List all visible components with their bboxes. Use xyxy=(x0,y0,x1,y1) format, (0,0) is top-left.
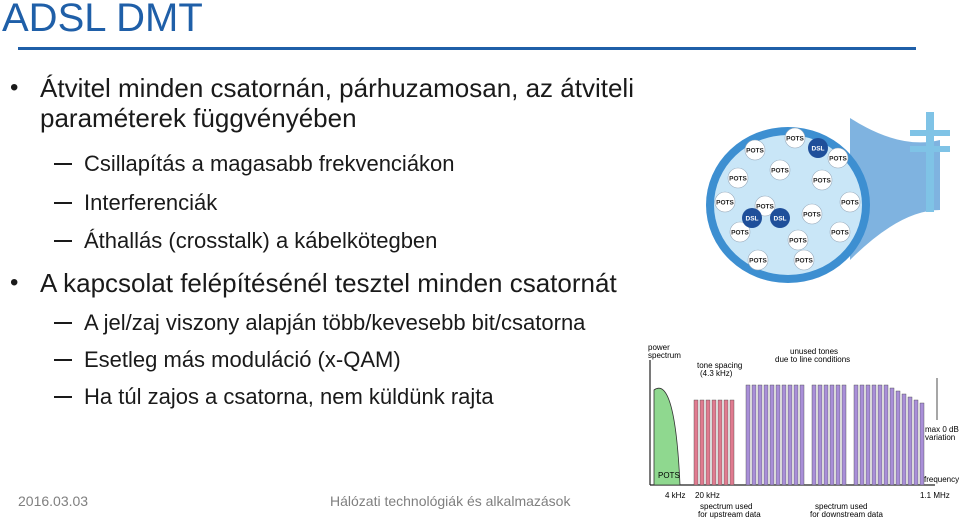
tone-spacing-label-2: (4.3 kHz) xyxy=(700,369,733,378)
footer-date: 2016.03.03 xyxy=(18,493,89,509)
downstream-tone-bar xyxy=(872,385,876,485)
downstream-tone-bar xyxy=(758,385,762,485)
upstream-tone-bar xyxy=(700,400,704,485)
sub-bullet-text: Interferenciák xyxy=(84,190,218,215)
sub-bullet-text: Ha túl zajos a csatorna, nem küldünk rajta xyxy=(84,384,494,409)
unused-tones-label-2: due to line conditions xyxy=(775,355,851,364)
pots-pair-label: POTS xyxy=(829,155,847,163)
pots-pair-label: POTS xyxy=(786,135,804,143)
bullet-dot-icon: • xyxy=(10,74,19,101)
pole-crossbar-top xyxy=(910,130,950,136)
pots-pair-label: POTS xyxy=(795,257,813,265)
upstream-tone-bar xyxy=(718,400,722,485)
downstream-tone-bar xyxy=(830,385,834,485)
dash-icon xyxy=(54,240,72,242)
bullet-2 xyxy=(10,268,760,298)
tick-4khz: 4 kHz xyxy=(665,491,686,500)
sub-bullet-2-2 xyxy=(84,347,401,373)
downstream-tone-bar xyxy=(752,385,756,485)
frequency-label: frequency xyxy=(924,475,960,484)
upstream-label-2: for upstream data xyxy=(698,510,761,519)
dash-icon xyxy=(54,202,72,204)
downstream-tone-bar xyxy=(878,385,882,485)
sub-bullet-1-1 xyxy=(84,151,455,177)
pots-pair-label: POTS xyxy=(749,257,767,265)
sub-bullet-text: Esetleg más moduláció (x-QAM) xyxy=(84,347,401,372)
dsl-pair-label: DSL xyxy=(773,215,787,223)
telephone-pole xyxy=(926,112,934,212)
max-variation-label-2: variation xyxy=(925,433,956,442)
dsl-pair-label: DSL xyxy=(745,215,759,223)
pots-pair-label: POTS xyxy=(831,229,849,237)
power-spectrum-label-2: spectrum xyxy=(648,351,681,360)
downstream-tone-bar xyxy=(782,385,786,485)
pots-pair-label: POTS xyxy=(716,199,734,207)
pots-pair-label: POTS xyxy=(813,177,831,185)
slide-title: ADSL DMT xyxy=(2,0,203,40)
dash-icon xyxy=(54,322,72,324)
downstream-tone-bar xyxy=(908,397,912,485)
downstream-tone-bar xyxy=(896,391,900,485)
downstream-tone-bar xyxy=(818,385,822,485)
downstream-tone-bar xyxy=(902,394,906,485)
downstream-tone-bar xyxy=(860,385,864,485)
pots-pair-label: POTS xyxy=(756,203,774,211)
dmt-spectrum-diagram xyxy=(640,340,960,525)
downstream-tone-bar xyxy=(764,385,768,485)
pots-band-label: POTS xyxy=(658,471,680,480)
downstream-tone-bar xyxy=(890,388,894,485)
pots-pair-label: POTS xyxy=(746,147,764,155)
downstream-tone-bar xyxy=(812,385,816,485)
downstream-tone-bar xyxy=(776,385,780,485)
pole-crossbar-bottom xyxy=(910,146,950,152)
upstream-tone-bar xyxy=(730,400,734,485)
max-variation-label-1: max 0 dB xyxy=(925,425,959,434)
upstream-tone-bar xyxy=(724,400,728,485)
tone-spacing-label-1: tone spacing xyxy=(697,361,743,370)
bullet-2-text: A kapcsolat felépítésénél tesztel minden csatornát xyxy=(40,268,617,298)
upstream-tone-bar xyxy=(694,400,698,485)
pots-pair-label: POTS xyxy=(771,167,789,175)
downstream-label-2: for downstream data xyxy=(810,510,883,519)
upstream-label-1: spectrum used xyxy=(700,502,753,511)
tick-1-1mhz: 1.1 MHz xyxy=(920,491,950,500)
pots-pair-label: POTS xyxy=(789,237,807,245)
sub-bullet-text: Csillapítás a magasabb frekvenciákon xyxy=(84,151,455,176)
sub-bullet-text: Áthallás (crosstalk) a kábelkötegben xyxy=(84,228,438,253)
pots-pair-label: POTS xyxy=(731,229,749,237)
dash-icon xyxy=(54,396,72,398)
downstream-tone-bar xyxy=(824,385,828,485)
pots-pair-label: POTS xyxy=(841,199,859,207)
sub-bullet-text: A jel/zaj viszony alapján több/kevesebb bit/csatorna xyxy=(84,310,586,335)
sub-bullet-1-2 xyxy=(84,190,217,216)
sub-bullet-2-1 xyxy=(84,310,585,336)
dash-icon xyxy=(54,359,72,361)
footer-course: Hálózati technológiák és alkalmazások xyxy=(330,493,571,509)
upstream-tone-bar xyxy=(712,400,716,485)
bullet-1-line-1: Átvitel minden csatornán, párhuzamosan, az átviteli xyxy=(40,73,634,103)
bullet-dot-icon: • xyxy=(10,269,19,296)
bullet-1 xyxy=(10,73,760,133)
downstream-tone-bar xyxy=(788,385,792,485)
downstream-tone-bar xyxy=(884,385,888,485)
downstream-tone-bar xyxy=(746,385,750,485)
pots-pair-label: POTS xyxy=(729,175,747,183)
power-spectrum-label-1: power xyxy=(648,343,670,352)
unused-tones-label-1: unused tones xyxy=(790,347,839,356)
dash-icon xyxy=(54,163,72,165)
downstream-label-1: spectrum used xyxy=(815,502,868,511)
downstream-tone-bar xyxy=(794,385,798,485)
downstream-tone-bar xyxy=(920,403,924,485)
tick-20khz: 20 kHz xyxy=(695,491,720,500)
downstream-tone-bar xyxy=(914,400,918,485)
downstream-tone-bar xyxy=(842,385,846,485)
downstream-tone-bar xyxy=(854,385,858,485)
bullet-1-line-2: paraméterek függvényében xyxy=(40,103,357,133)
sub-bullet-2-3 xyxy=(84,384,494,410)
downstream-tone-bar xyxy=(800,385,804,485)
upstream-tone-bar xyxy=(706,400,710,485)
downstream-tone-bar xyxy=(836,385,840,485)
title-underline xyxy=(18,47,916,50)
cable-cross-section-diagram xyxy=(700,110,960,290)
downstream-tone-bar xyxy=(770,385,774,485)
sub-bullet-1-3 xyxy=(84,228,437,254)
tone-bars xyxy=(694,385,924,485)
downstream-tone-bar xyxy=(866,385,870,485)
dsl-pair-label: DSL xyxy=(811,145,825,153)
pots-pair-label: POTS xyxy=(803,211,821,219)
